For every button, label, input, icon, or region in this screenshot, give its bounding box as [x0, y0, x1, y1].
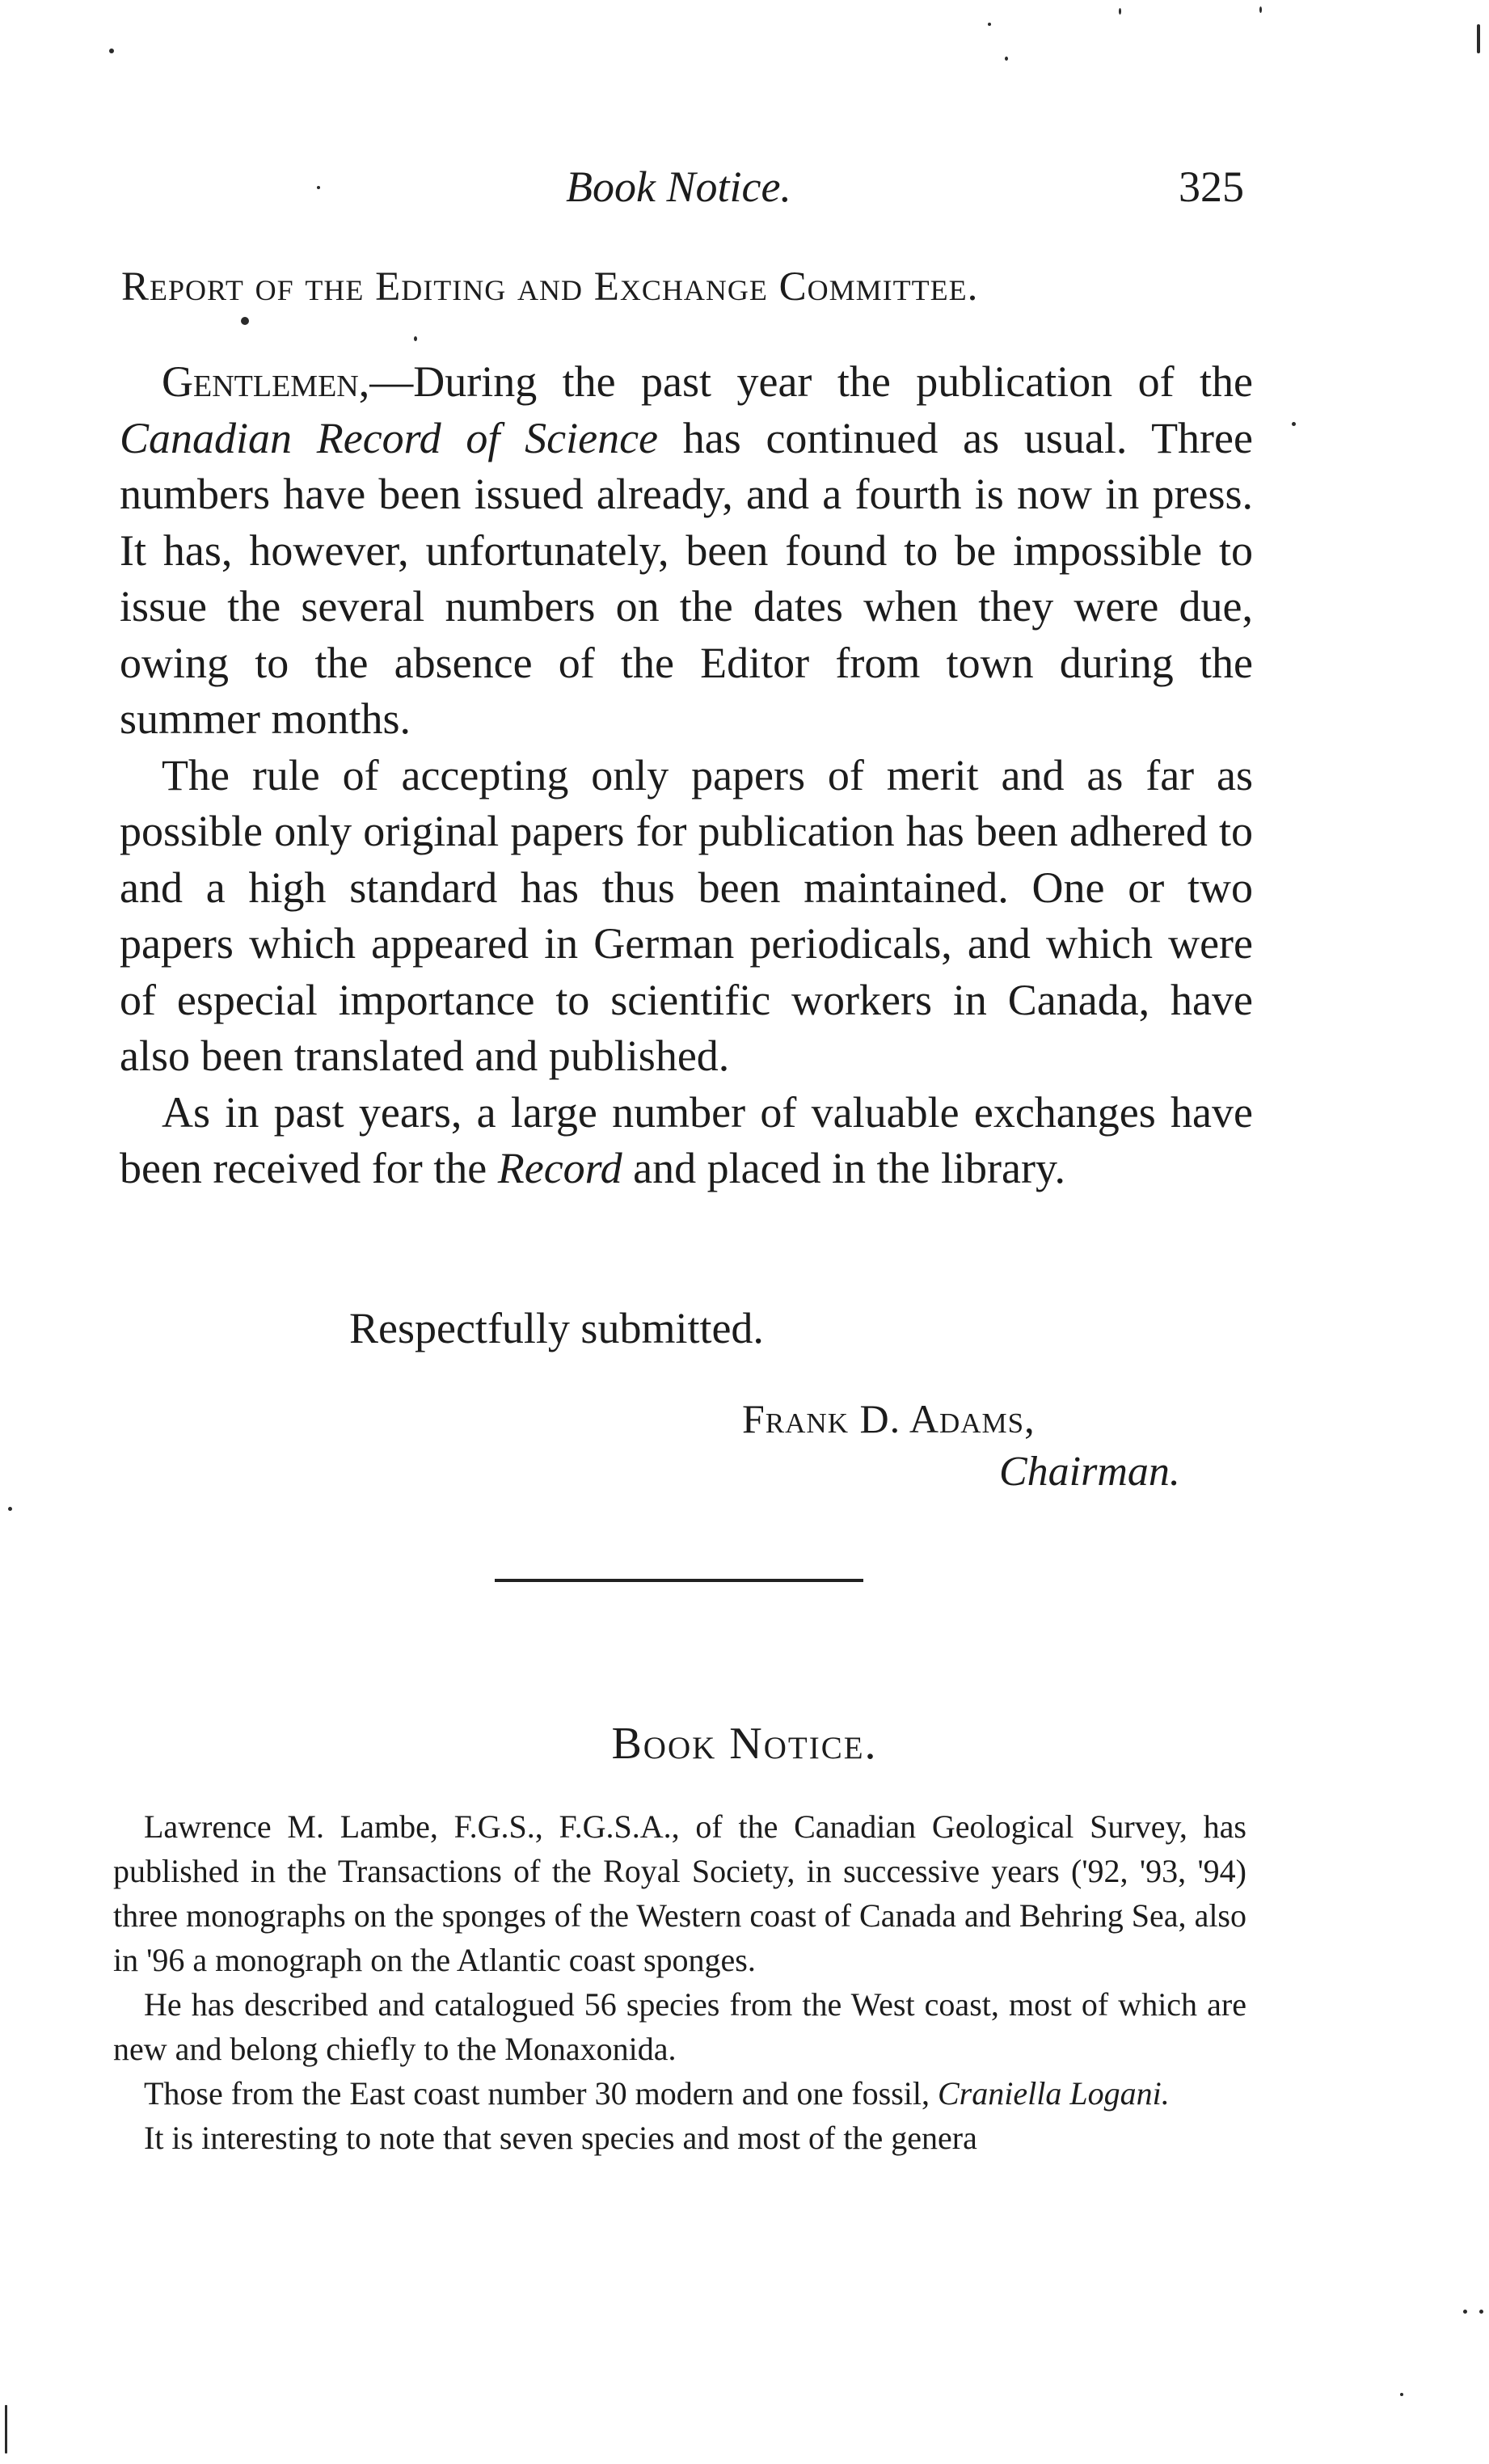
page-number: 325 [1179, 162, 1244, 211]
report-text: —During the past year the publication of the [369, 357, 1253, 406]
species-name: Craniella Logani. [938, 2075, 1170, 2112]
report-paragraph [120, 1085, 1253, 1197]
scan-speck [5, 2405, 7, 2453]
scan-speck [1005, 57, 1008, 61]
scan-speck [1463, 2310, 1467, 2314]
scan-speck [8, 1507, 12, 1511]
signatory-name: Frank D. Adams, [742, 1396, 1036, 1441]
running-title: Book Notice. [566, 162, 791, 211]
report-text: has continued as usual. Three numbers have been issued already, and a fourth is now in press. It has, however, unfortunately, been found to be impossible to issue the several numbers on the dates when they were due, owing to the absence of the Editor from town during the summer months. [120, 413, 1253, 743]
notice-paragraph: He has described and catalogued 56 species from the West coast, most of which are new and belong chiefly to the Monaxonida. [113, 1986, 1246, 2067]
scan-speck [988, 23, 991, 26]
report-body [120, 354, 1253, 1197]
scan-speck [1119, 8, 1121, 15]
report-text: As in past years, a large number of valuable exchanges have been received for the [120, 1087, 1253, 1192]
notice-text: Those from the East coast number 30 modern and one fossil, [144, 2075, 938, 2112]
report-paragraph: The rule of accepting only papers of merit and as far as possible only original papers for publication has been adhered to and a high standard has thus been maintained. One or two papers which appeared in German periodicals, and which were of especial importance to scientific workers in Canada, have also been translated and published. [120, 750, 1253, 1080]
notice-title: Book Notice. [611, 1719, 878, 1769]
report-text: and placed in the library. [622, 1144, 1065, 1192]
scan-speck [109, 49, 114, 53]
scan-speck [1292, 422, 1296, 426]
scan-speck [1259, 6, 1262, 13]
signatory-role: Chairman. [999, 1449, 1180, 1495]
report-paragraph [120, 354, 1253, 748]
notice-paragraph: Lawrence M. Lambe, F.G.S., F.G.S.A., of the Canadian Geological Survey, has published in the Transactions of the Royal Society, in successive years ('92, '93, '94) three monographs on the sponges of the Western coast of Canada and Behring Sea, also in '96 a monograph on the Atlantic coast sponges. [113, 1808, 1246, 1978]
signoff: Respectfully submitted. [349, 1304, 764, 1352]
scan-speck [241, 317, 249, 325]
notice-paragraph: It is interesting to note that seven species and most of the genera [144, 2120, 977, 2156]
scan-speck [414, 336, 417, 341]
salutation: Gentlemen, [162, 357, 370, 406]
notice-paragraph [113, 2071, 1246, 2116]
section-divider [495, 1579, 863, 1582]
scan-speck [1477, 24, 1480, 53]
scan-speck [1479, 2310, 1483, 2314]
running-head [0, 158, 1489, 215]
notice-body [113, 1804, 1246, 2160]
scan-speck [317, 186, 320, 189]
scan-speck [1400, 2393, 1403, 2396]
record-title: Record [497, 1144, 622, 1192]
journal-title: Canadian Record of Science [120, 413, 659, 462]
report-title: Report of the Editing and Exchange Committee. [121, 264, 979, 310]
